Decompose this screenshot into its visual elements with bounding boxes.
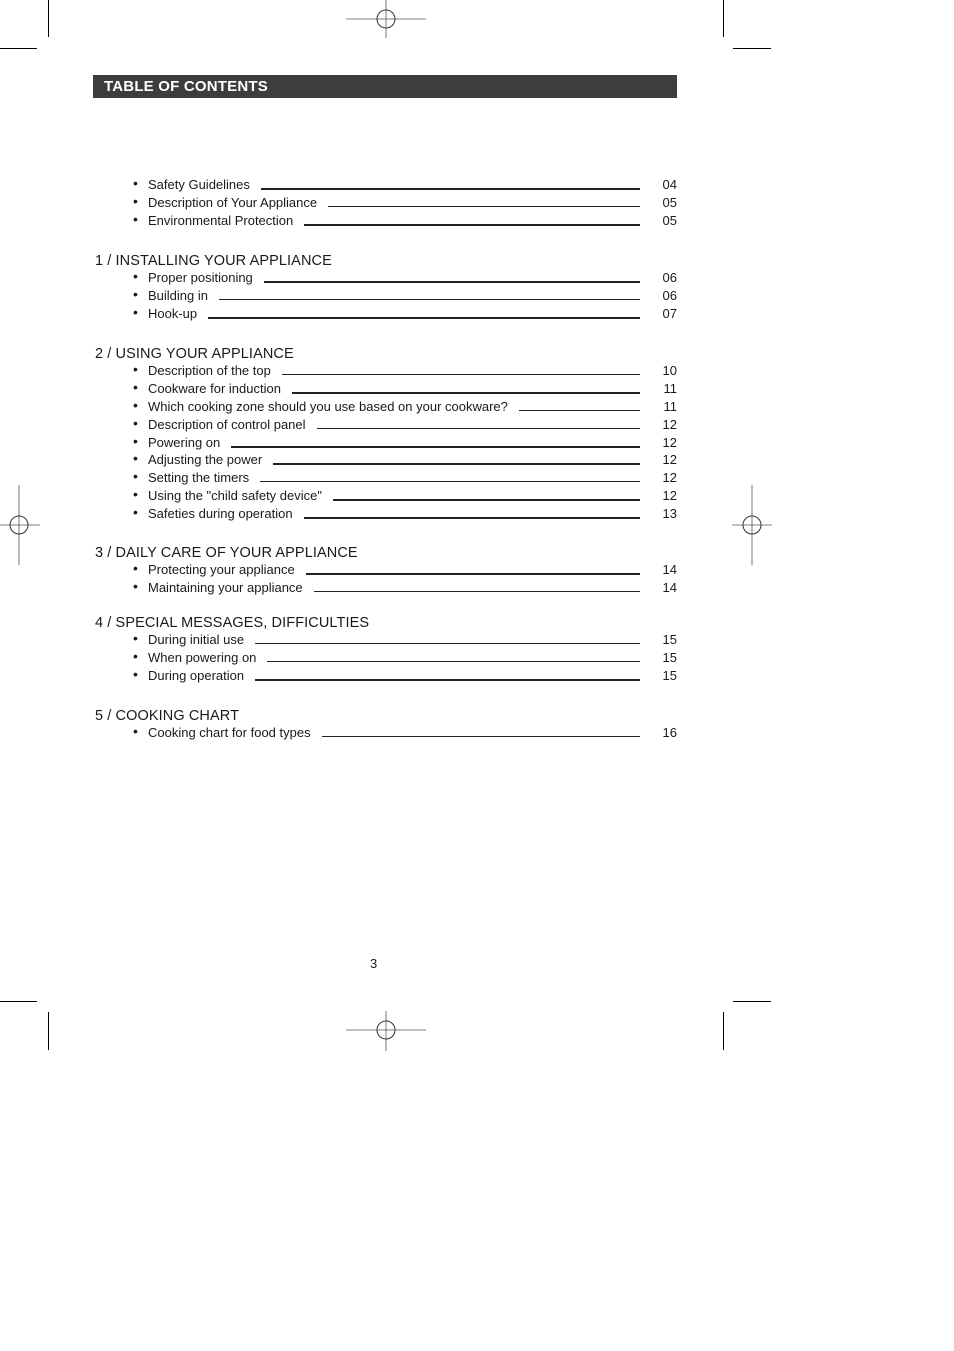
toc-entry[interactable]: [0, 450, 954, 471]
toc-entry-page: 05: [662, 213, 677, 228]
toc-entry[interactable]: [0, 433, 954, 454]
bullet-icon: •: [133, 433, 138, 449]
leader-line: [264, 281, 640, 283]
page-title: TABLE OF CONTENTS: [104, 78, 268, 95]
leader-line: [219, 299, 640, 300]
toc-entry-page: 06: [662, 270, 677, 285]
toc-entry[interactable]: [0, 504, 954, 525]
section-title: 3 / DAILY CARE OF YOUR APPLIANCE: [95, 545, 358, 561]
toc-entry-page: 12: [662, 470, 677, 485]
toc-entry-page: 07: [662, 306, 677, 321]
bullet-icon: •: [133, 578, 138, 594]
toc-entry[interactable]: [0, 468, 954, 489]
toc-entry[interactable]: [0, 666, 954, 687]
bullet-icon: •: [133, 630, 138, 646]
bullet-icon: •: [133, 193, 138, 209]
toc-entry[interactable]: [0, 268, 954, 289]
toc-entry-label: Cooking chart for food types: [148, 725, 311, 740]
toc-entry-page: 05: [662, 195, 677, 210]
leader-line: [304, 224, 640, 226]
leader-line: [208, 317, 640, 319]
bullet-icon: •: [133, 415, 138, 431]
toc-entry-label: Using the "child safety device": [148, 488, 322, 503]
leader-line: [282, 374, 640, 375]
toc-entry-page: 06: [662, 288, 677, 303]
toc-entry[interactable]: [0, 415, 954, 436]
toc-entry-page: 12: [662, 488, 677, 503]
page-number: 3: [370, 956, 378, 971]
toc-entry[interactable]: [0, 379, 954, 400]
toc-entry-page: 15: [662, 668, 677, 683]
leader-line: [273, 463, 640, 465]
toc-entry-label: Safety Guidelines: [148, 177, 250, 192]
bullet-icon: •: [133, 397, 138, 413]
bullet-icon: •: [133, 286, 138, 302]
toc-entry[interactable]: [0, 630, 954, 651]
toc-entry-label: Description of control panel: [148, 417, 306, 432]
leader-line: [260, 481, 640, 482]
toc-entry[interactable]: [0, 304, 954, 325]
toc-entry[interactable]: [0, 723, 954, 744]
section-title: 4 / SPECIAL MESSAGES, DIFFICULTIES: [95, 615, 370, 631]
leader-line: [314, 591, 640, 592]
bullet-icon: •: [133, 648, 138, 664]
leader-line: [519, 410, 640, 411]
bullet-icon: •: [133, 175, 138, 191]
toc-entry-page: 12: [662, 435, 677, 450]
toc-entry-page: 11: [663, 399, 677, 414]
toc-entry-page: 15: [662, 650, 677, 665]
toc-entry-label: Safeties during operation: [148, 506, 293, 521]
toc-entry-label: Which cooking zone should you use based on your cookware?: [148, 399, 508, 414]
leader-line: [261, 188, 640, 190]
toc-entry[interactable]: [0, 211, 954, 232]
toc-entry-label: Proper positioning: [148, 270, 253, 285]
toc-entry[interactable]: [0, 648, 954, 669]
toc-entry-label: Environmental Protection: [148, 213, 294, 228]
toc-entry-page: 11: [663, 381, 677, 396]
toc-entry-page: 10: [662, 363, 677, 378]
toc-entry[interactable]: [0, 286, 954, 307]
leader-line: [304, 517, 640, 519]
toc-entry-page: 14: [662, 562, 677, 577]
leader-line: [255, 679, 640, 681]
toc-entry-label: Description of Your Appliance: [148, 195, 318, 210]
section-title: 1 / INSTALLING YOUR APPLIANCE: [95, 253, 332, 269]
bullet-icon: •: [133, 560, 138, 576]
toc-entry-label: Adjusting the power: [148, 452, 263, 467]
bullet-icon: •: [133, 504, 138, 520]
toc-entry-label: Building in: [148, 288, 208, 303]
toc-entry-label: Hook-up: [148, 306, 198, 321]
leader-line: [267, 661, 640, 662]
toc-entry-label: Description of the top: [148, 363, 271, 378]
toc-entry[interactable]: [0, 578, 954, 599]
toc-entry-page: 12: [662, 452, 677, 467]
toc-entry-page: 15: [662, 632, 677, 647]
section-title: 5 / COOKING CHART: [95, 708, 240, 724]
toc-entry[interactable]: [0, 193, 954, 214]
bullet-icon: •: [133, 379, 138, 395]
bullet-icon: •: [133, 361, 138, 377]
bullet-icon: •: [133, 211, 138, 227]
toc-entry-page: 04: [662, 177, 677, 192]
leader-line: [322, 736, 640, 737]
toc-entry-label: Protecting your appliance: [148, 562, 295, 577]
toc-entry-label: During initial use: [148, 632, 245, 647]
toc-entry-label: During operation: [148, 668, 245, 683]
toc-entry-page: 14: [662, 580, 677, 595]
leader-line: [333, 499, 640, 501]
leader-line: [292, 392, 640, 394]
leader-line: [306, 573, 640, 575]
leader-line: [328, 206, 640, 207]
bullet-icon: •: [133, 450, 138, 466]
bullet-icon: •: [133, 486, 138, 502]
leader-line: [231, 446, 640, 448]
section-title: 2 / USING YOUR APPLIANCE: [95, 346, 294, 362]
toc-entry[interactable]: [0, 397, 954, 418]
toc-entry-label: When powering on: [148, 650, 257, 665]
toc-entry-page: 12: [662, 417, 677, 432]
toc-entry[interactable]: [0, 560, 954, 581]
toc-entry[interactable]: [0, 486, 954, 507]
toc-entry[interactable]: [0, 361, 954, 382]
toc-entry-page: 13: [662, 506, 677, 521]
bullet-icon: •: [133, 304, 138, 320]
leader-line: [317, 428, 640, 429]
toc-entry-label: Setting the timers: [148, 470, 250, 485]
toc-entry-page: 16: [662, 725, 677, 740]
leader-line: [255, 643, 640, 644]
bullet-icon: •: [133, 468, 138, 484]
bullet-icon: •: [133, 723, 138, 739]
bullet-icon: •: [133, 268, 138, 284]
toc-entry-label: Powering on: [148, 435, 221, 450]
toc-entry-label: Maintaining your appliance: [148, 580, 303, 595]
toc-entry-label: Cookware for induction: [148, 381, 281, 396]
bullet-icon: •: [133, 666, 138, 682]
toc-entry[interactable]: [0, 175, 954, 196]
